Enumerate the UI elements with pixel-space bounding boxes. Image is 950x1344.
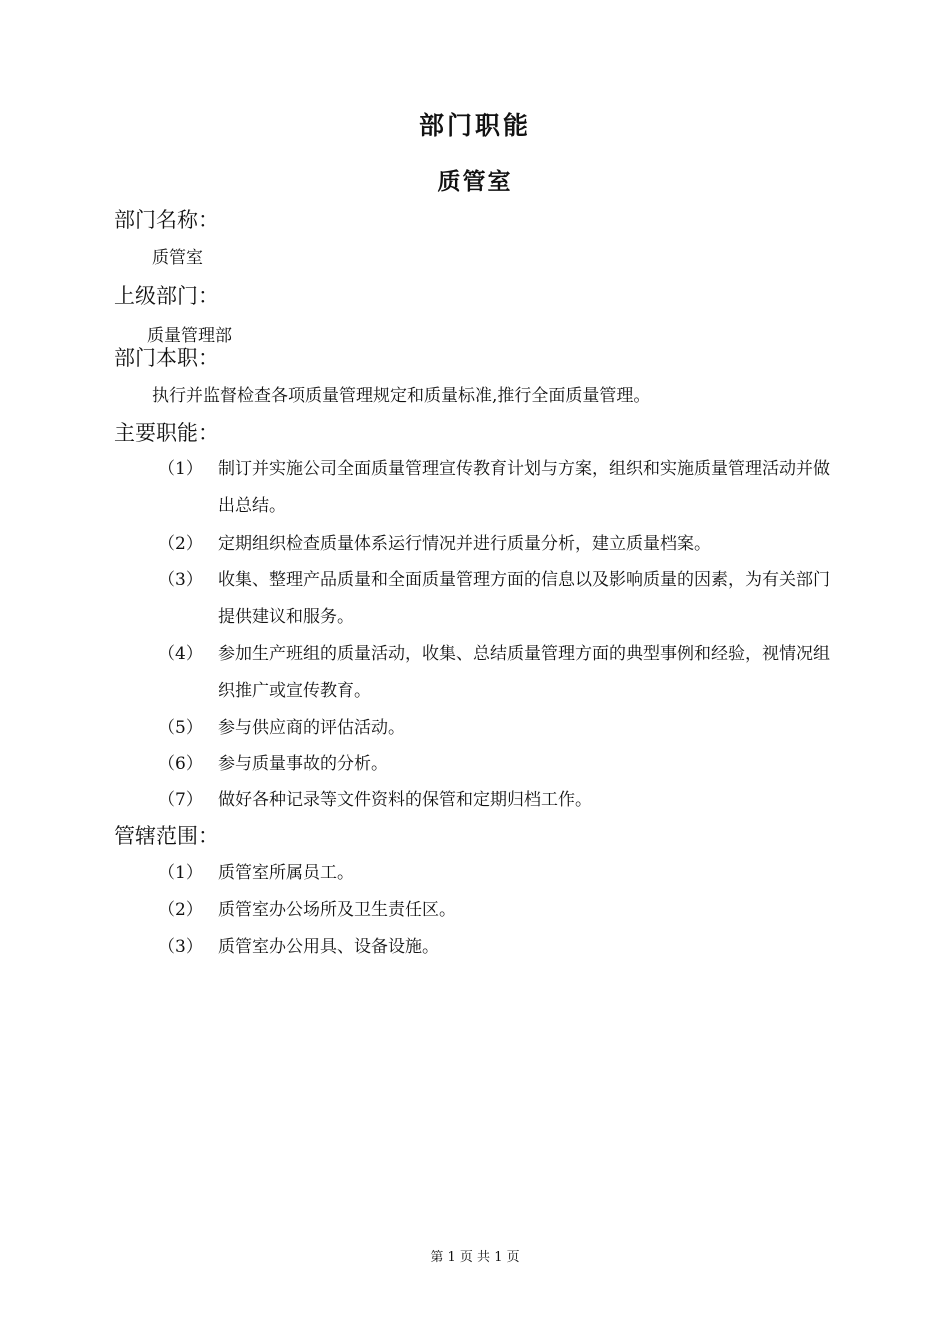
main-function-item xyxy=(158,636,848,710)
jurisdiction-heading: 管辖范围： xyxy=(114,824,219,848)
page-footer: 第 1 页 共 1 页 xyxy=(430,1250,520,1265)
superior-department-heading: 上级部门： xyxy=(114,284,219,308)
main-function-item xyxy=(158,526,848,563)
jurisdiction-item xyxy=(158,892,848,929)
list-number: （1） xyxy=(158,863,203,883)
list-text: 做好各种记录等文件资料的保管和定期归档工作。 xyxy=(218,790,592,810)
list-text: 质管室办公用具、设备设施。 xyxy=(218,937,439,957)
document-subtitle: 质管室 xyxy=(437,169,513,195)
list-text: 参加生产班组的质量活动，收集、总结质量管理方面的典型事例和经验，视情况组织推广或宣传教育。 xyxy=(218,644,830,701)
main-function-item xyxy=(158,710,848,747)
list-text: 质管室所属员工。 xyxy=(218,863,354,883)
list-text: 参与供应商的评估活动。 xyxy=(218,718,405,738)
list-number: （1） xyxy=(158,459,203,479)
jurisdiction-item xyxy=(158,855,848,892)
list-text: 定期组织检查质量体系运行情况并进行质量分析，建立质量档案。 xyxy=(218,534,711,554)
main-function-item xyxy=(158,562,848,636)
core-duty-value: 执行并监督检查各项质量管理规定和质量标准,推行全面质量管理。 xyxy=(152,386,651,406)
department-name-value: 质管室 xyxy=(152,248,203,268)
list-text: 制订并实施公司全面质量管理宣传教育计划与方案，组织和实施质量管理活动并做出总结。 xyxy=(218,459,830,516)
list-number: （3） xyxy=(158,570,203,590)
list-number: （3） xyxy=(158,937,203,957)
main-function-item xyxy=(158,782,848,819)
list-text: 参与质量事故的分析。 xyxy=(218,754,388,774)
document-title: 部门职能 xyxy=(418,111,531,140)
jurisdiction-item xyxy=(158,929,848,966)
list-number: （4） xyxy=(158,644,203,664)
superior-department-value: 质量管理部 xyxy=(147,326,232,346)
list-number: （2） xyxy=(158,900,203,920)
department-name-heading: 部门名称： xyxy=(114,208,219,232)
list-number: （5） xyxy=(158,718,203,738)
main-function-item xyxy=(158,746,848,783)
list-number: （2） xyxy=(158,534,203,554)
list-number: （7） xyxy=(158,790,203,810)
main-functions-heading: 主要职能： xyxy=(114,421,219,445)
core-duty-heading: 部门本职： xyxy=(114,346,219,370)
main-function-item xyxy=(158,451,848,525)
list-text: 收集、整理产品质量和全面质量管理方面的信息以及影响质量的因素，为有关部门提供建议和服务。 xyxy=(218,570,830,627)
list-text: 质管室办公场所及卫生责任区。 xyxy=(218,900,456,920)
list-number: （6） xyxy=(158,754,203,774)
